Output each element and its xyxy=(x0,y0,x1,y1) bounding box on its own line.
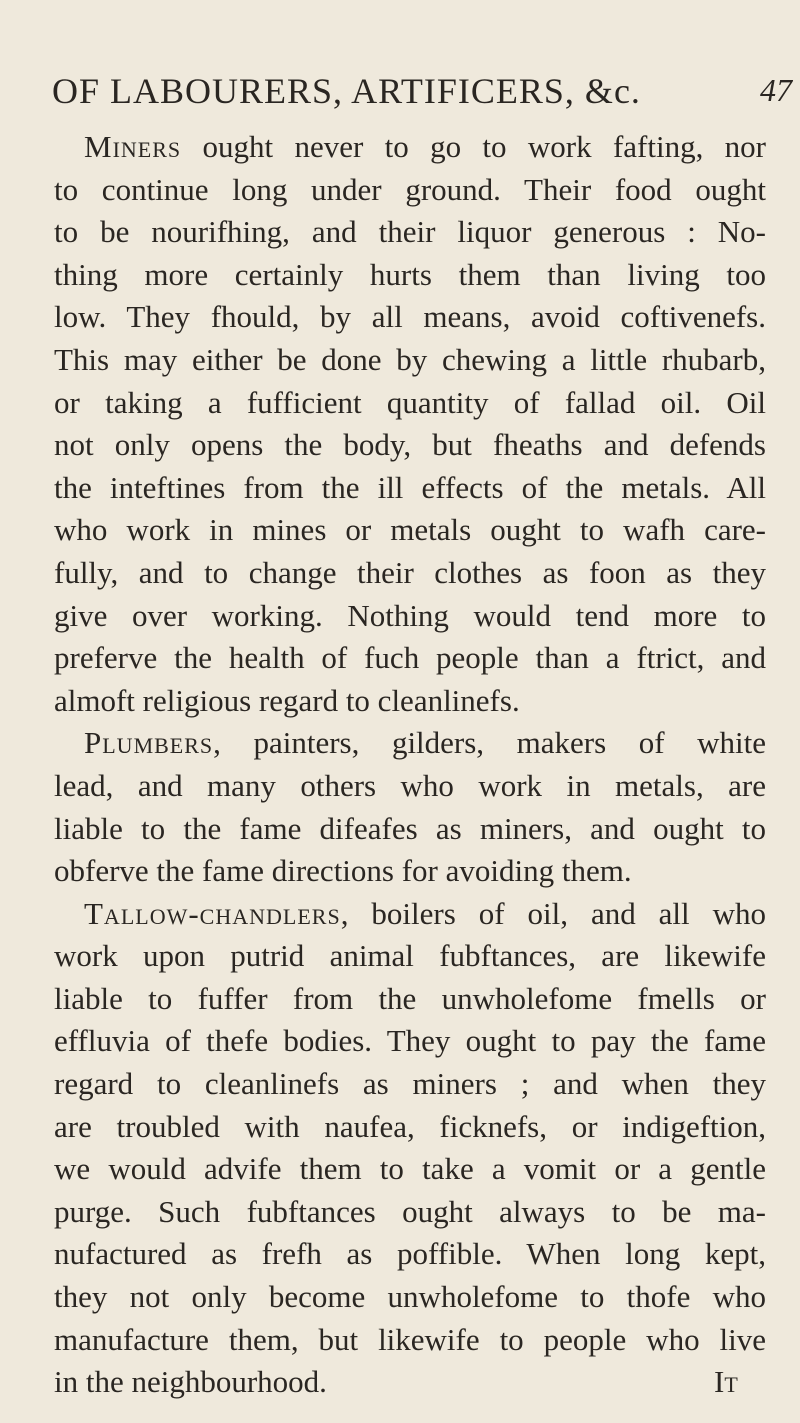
paragraph-lead-tallow-chandlers: Tallow-chandlers xyxy=(84,895,341,931)
text-line: are troubled with naufea, ficknefs, or indigeftion, xyxy=(54,1108,766,1144)
text-line: liable to the fame difeafes as miners, and ought to xyxy=(54,810,766,846)
text-line: to be nourifhing, and their liquor generous : No- xyxy=(54,214,766,250)
paragraph-lead-miners: Miners xyxy=(84,129,182,164)
text-line: they not only become unwholefome to thofe who xyxy=(54,1279,766,1315)
text-line: who work in mines or metals ought to wafh care- xyxy=(54,512,766,548)
text-line: low. They fhould, by all means, avoid coftivenefs. xyxy=(54,299,766,335)
text-line: Miners ought never to go to work fafting, nor xyxy=(84,129,766,164)
text-line: preferve the health of fuch people than a ftrict, and xyxy=(54,640,766,676)
text-line: nufactured as frefh as poffible. When long kept, xyxy=(54,1236,766,1272)
text-line: liable to fuffer from the unwholefome fmells or xyxy=(54,980,766,1016)
text-line: to continue long under ground. Their food ought xyxy=(54,171,766,207)
text-line: not only opens the body, but fheaths and defends xyxy=(54,427,766,463)
text-line: we would advife them to take a vomit or a gentle xyxy=(54,1151,766,1187)
text-line: purge. Such fubftances ought always to be ma- xyxy=(54,1193,766,1229)
page-number: 47 xyxy=(760,72,792,108)
running-title: OF LABOURERS, ARTIFICERS, &c. xyxy=(52,71,641,111)
text-line: work upon putrid animal fubftances, are likewife xyxy=(54,938,766,974)
catchword: It xyxy=(714,1364,738,1399)
text-line: or taking a fufficient quantity of fallad oil. Oil xyxy=(54,384,766,420)
text-line: obferve the fame directions for avoiding them. xyxy=(54,853,632,889)
text-line: thing more certainly hurts them than living too xyxy=(54,256,766,292)
text-line: manufacture them, but likewife to people who live xyxy=(54,1321,766,1357)
body-text xyxy=(54,126,766,1404)
page-header xyxy=(52,70,792,120)
text-line: This may either be done by chewing a little rhubarb, xyxy=(54,341,766,377)
paragraph-lead-plumbers: Plumbers xyxy=(84,725,214,761)
text-line: Plumbers, painters, gilders, makers of white xyxy=(84,725,766,761)
text-line: almoft religious regard to cleanlinefs. xyxy=(54,682,520,718)
text-line: fully, and to change their clothes as foon as they xyxy=(54,554,766,590)
text-line: effluvia of thefe bodies. They ought to pay the fame xyxy=(54,1023,766,1059)
text-line: lead, and many others who work in metals, are xyxy=(54,767,766,803)
text-line: give over working. Nothing would tend more to xyxy=(54,597,766,633)
text-line: regard to cleanlinefs as miners ; and when they xyxy=(54,1066,766,1102)
text-line: Tallow-chandlers, boilers of oil, and all who xyxy=(84,895,766,931)
text-line: in the neighbourhood. xyxy=(54,1364,327,1400)
text-line: the inteftines from the ill effects of the metals. All xyxy=(54,469,766,505)
